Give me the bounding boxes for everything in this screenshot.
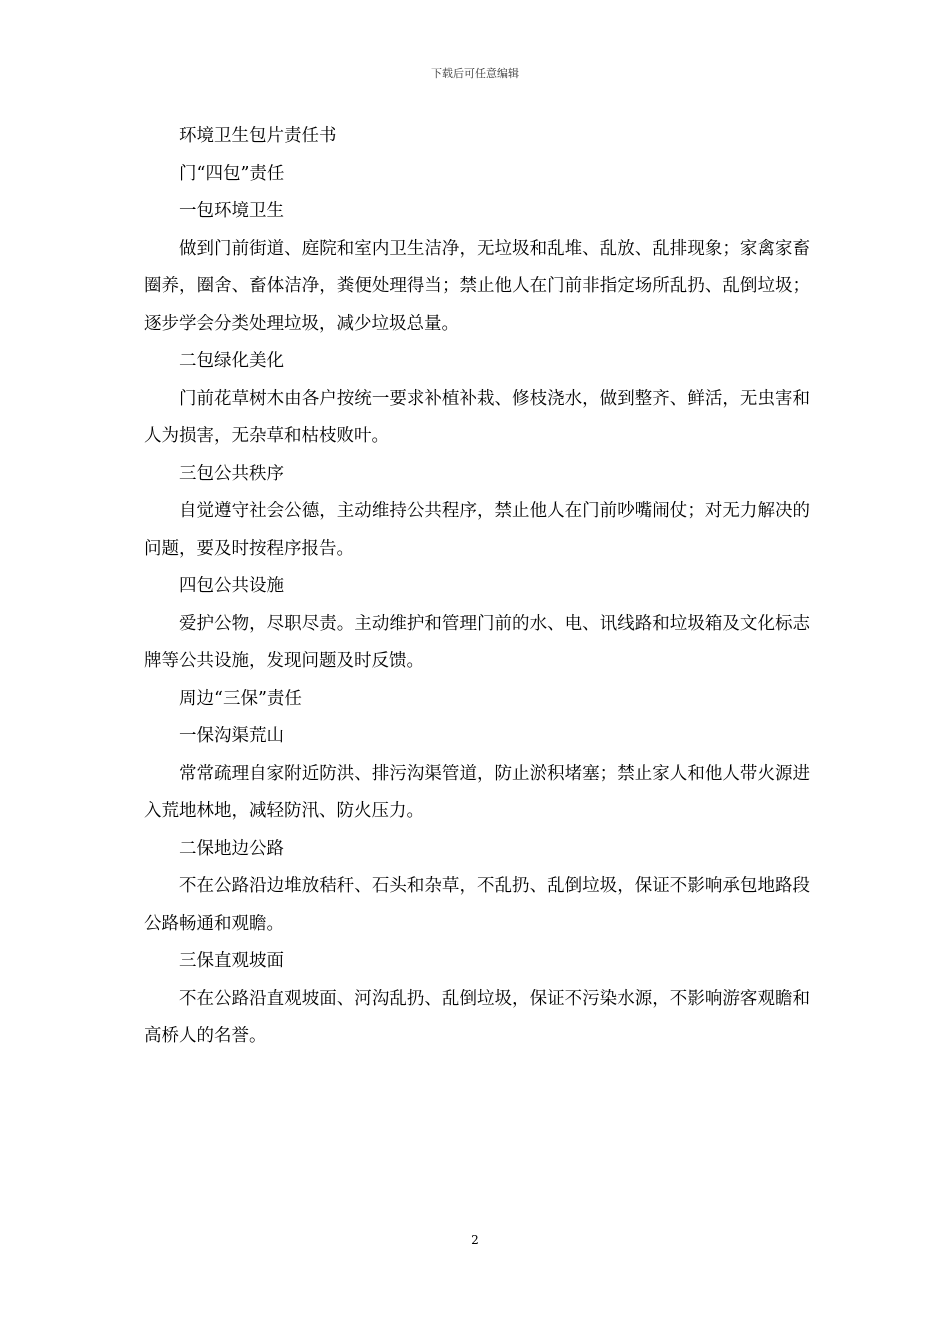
subheading-public-order: 三包公共秩序 <box>179 463 284 484</box>
subheading-public-facilities: 四包公共设施 <box>179 576 284 596</box>
subheading-slopes: 三保直观坡面 <box>179 951 284 971</box>
paragraph-roadside: 不在公路沿边堆放秸秆、石头和杂草，不乱扔、乱倒垃圾，保证不影响承包地路段公路畅通和观瞻。 <box>144 876 810 934</box>
paragraph-public-facilities: 爱护公物，尽职尽责。主动维护和管理门前的水、电、讯线路和垃圾箱及文化标志牌等公共设施，发现问题及时反馈。 <box>144 613 810 671</box>
subheading-ditches-hills: 一保沟渠荒山 <box>179 726 284 746</box>
document-body <box>144 118 810 1056</box>
section-heading-three-guarantees: 周边“三保”责任 <box>179 688 302 709</box>
paragraph-public-order: 自觉遵守社会公德，主动维持公共程序，禁止他人在门前吵嘴闹仗；对无力解决的问题，要及时按程序报告。 <box>144 501 810 559</box>
subheading-greening: 二包绿化美化 <box>179 351 284 371</box>
subheading-environment-hygiene: 一包环境卫生 <box>179 201 284 221</box>
paragraph-environment-hygiene: 做到门前街道、庭院和室内卫生洁净，无垃圾和乱堆、乱放、乱排现象；家禽家畜圈养，圈舍、畜体洁净，粪便处理得当；禁止他人在门前非指定场所乱扔、乱倒垃圾；逐步学会分类处理垃圾，减少垃圾总量。 <box>144 238 810 334</box>
document-title: 环境卫生包片责任书 <box>179 126 337 146</box>
page-number: 2 <box>471 1233 479 1247</box>
section-heading-four-responsibilities: 门“四包”责任 <box>179 163 285 184</box>
paragraph-slopes: 不在公路沿直观坡面、河沟乱扔、乱倒垃圾，保证不污染水源，不影响游客观瞻和高桥人的名誉。 <box>144 988 810 1046</box>
paragraph-greening: 门前花草树木由各户按统一要求补植补栽、修枝浇水，做到整齐、鲜活，无虫害和人为损害，无杂草和枯枝败叶。 <box>144 388 810 446</box>
page-header: 下载后可任意编辑 <box>431 67 519 80</box>
paragraph-ditches-hills: 常常疏理自家附近防洪、排污沟渠管道，防止淤积堵塞；禁止家人和他人带火源进入荒地林地，减轻防汛、防火压力。 <box>144 763 810 821</box>
subheading-roadside: 二保地边公路 <box>179 838 284 859</box>
